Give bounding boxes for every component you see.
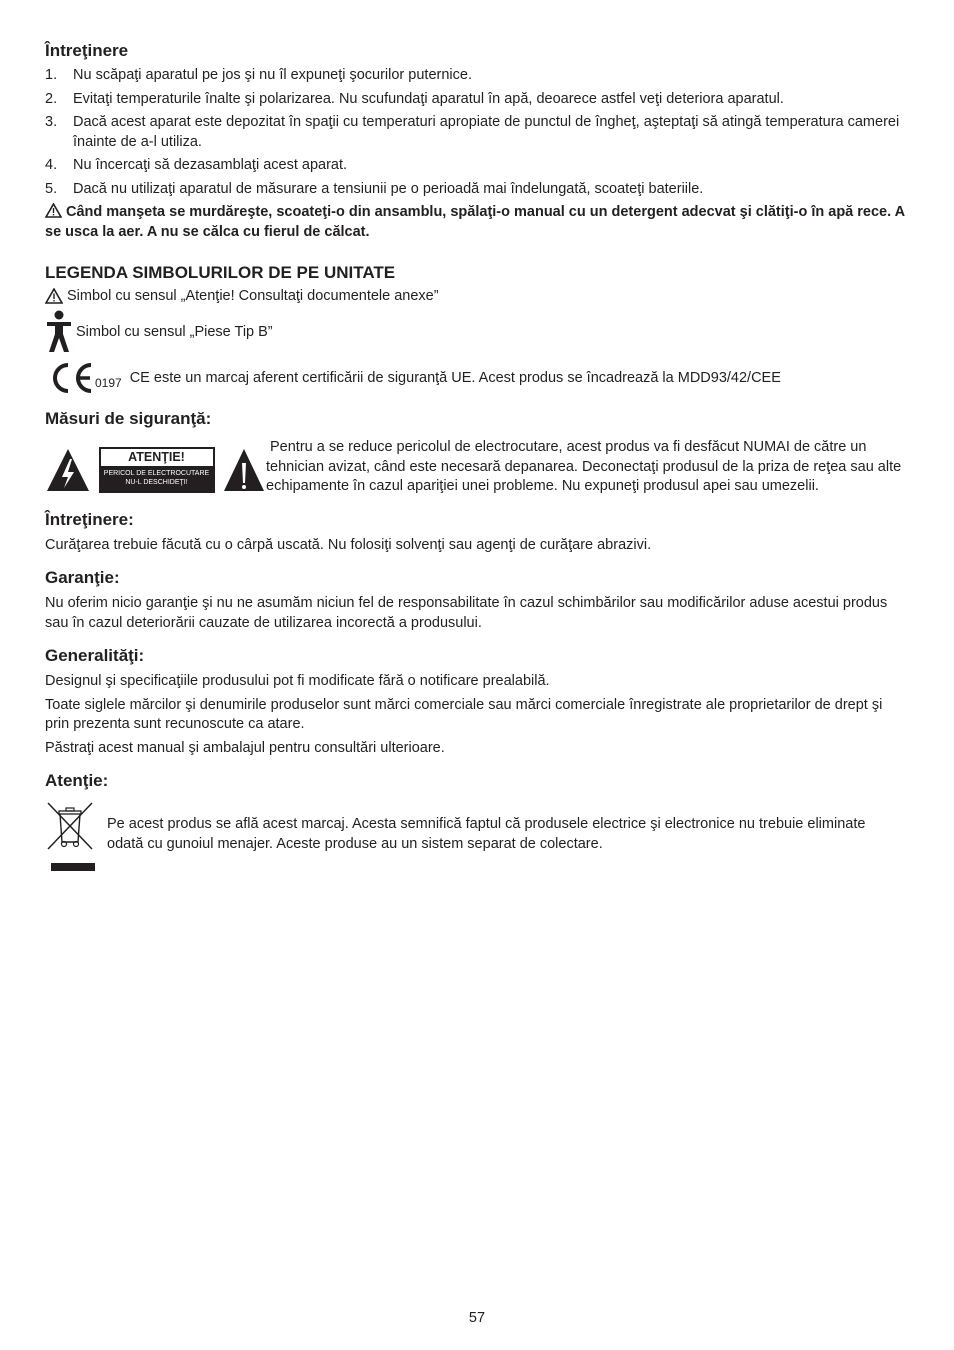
list-item: 5. Dacă nu utilizaţi aparatul de măsurare a tensiunii pe o perioadă mai îndelungată, scoateţi bateriile. bbox=[45, 180, 704, 197]
general-text-2: Toate siglele mărcilor şi denumirile produselor sunt mărci comerciale sau mărci comerciale înregistrate ale proprietarilor de drept şi prin prezenta sunt recunoscute ca atare. bbox=[45, 696, 883, 732]
safety-symbols bbox=[45, 444, 266, 497]
safety-text: Pentru a se reduce pericolul de electrocutare, acest produs va fi desfăcut NUMAI de către un tehnician avizat, când este necesară depanarea. Deconectaţi produsul de la priza de reţea sau alte echipamente în cazul apariţiei unei probleme. Nu expuneţi produsul apei sau umezelii. bbox=[266, 439, 902, 494]
list-item: 4. Nu încercaţi să dezasamblaţi acest aparat. bbox=[45, 157, 348, 173]
weee-bar bbox=[51, 863, 95, 871]
ce-number: 0197 bbox=[95, 376, 122, 390]
section-title-general: Generalităţi: bbox=[45, 646, 145, 665]
section-title-maintenance: Întreţinere bbox=[45, 41, 129, 60]
section-title-safety: Măsuri de siguranţă: bbox=[45, 409, 212, 428]
page-content bbox=[45, 40, 910, 871]
cuff-warning: Când manşeta se murdăreşte, scoateţi-o din ansamblu, spălaţi-o manual cu un detergent adecvat şi clătiţi-o în apă rece. A se usca la aer. A nu se călca cu fierul de călcat. bbox=[45, 204, 905, 240]
electric-shock-warning-icon bbox=[45, 447, 91, 493]
crossed-out-bin-icon bbox=[45, 800, 95, 852]
warning-triangle-icon bbox=[45, 203, 62, 218]
legend-attention-row: Simbol cu sensul „Atenţie! Consultaţi documentele anexe” bbox=[45, 288, 910, 304]
type-b-body-icon bbox=[45, 310, 73, 354]
list-item: 1. Nu scăpaţi aparatul pe jos şi nu îl expuneţi şocurilor puternice. bbox=[45, 67, 472, 83]
caution-label: ATENŢIE! PERICOL DE ELECTROCUTARE NU-L DESCHIDEŢI! bbox=[99, 447, 215, 493]
list-item: 3. Dacă acest aparat este depozitat în spaţii cu temperaturi apropiate de punctul de îngheţ, aşteptaţi să atingă temperatura camerei înainte de a-l utiliza. bbox=[45, 114, 900, 150]
warranty-text: Nu oferim nicio garanţie şi nu ne asumăm niciun fel de responsabilitate în cazul schimbărilor sau modificărilor aduse acestui produs sau în cazul deteriorării cauzate de utilizarea incorectă a produsului. bbox=[45, 595, 888, 631]
page-number: 57 bbox=[468, 1310, 486, 1326]
section-title-legend: LEGENDA SIMBOLURILOR DE PE UNITATE bbox=[45, 263, 396, 282]
exclamation-warning-icon bbox=[222, 447, 266, 493]
attention-block bbox=[45, 800, 910, 871]
section-title-attention: Atenţie: bbox=[45, 771, 109, 790]
list-item: 2. Evitaţi temperaturile înalte şi polarizarea. Nu scufundaţi aparatul în apă, deoarece astfel veţi deteriora aparatul. bbox=[45, 90, 784, 107]
weee-symbol bbox=[45, 800, 107, 871]
legend-ce-row: 0197 CE este un marcaj aferent certificării de siguranţă UE. Acest produs se încadrează la MDD93/42/CEE bbox=[45, 362, 910, 394]
safety-block bbox=[45, 438, 910, 497]
general-text-3: Păstraţi acest manual şi ambalajul pentru consultări ulterioare. bbox=[45, 739, 445, 756]
legend-typeb-row: Simbol cu sensul „Piese Tip B” bbox=[45, 310, 910, 354]
section-title-maintenance-2: Întreţinere: bbox=[45, 509, 134, 529]
maintenance-text: Curăţarea trebuie făcută cu o cârpă uscată. Nu folosiţi solvenţi sau agenţi de curăţare abrazivi. bbox=[45, 536, 652, 553]
section-title-warranty: Garanţie: bbox=[45, 568, 120, 587]
warning-triangle-icon bbox=[45, 288, 63, 304]
general-text-1: Designul şi specificaţiile produsului pot fi modificate fără o notificare prealabilă. bbox=[45, 673, 550, 689]
maintenance-list bbox=[45, 66, 910, 199]
ce-mark-icon bbox=[49, 362, 95, 394]
attention-text: Pe acest produs se află acest marcaj. Acesta semnifică faptul că produsele electrice şi electronice nu trebuie eliminate odată cu gunoiul menajer. Aceste produse au un sistem separat de colectare. bbox=[107, 816, 866, 852]
